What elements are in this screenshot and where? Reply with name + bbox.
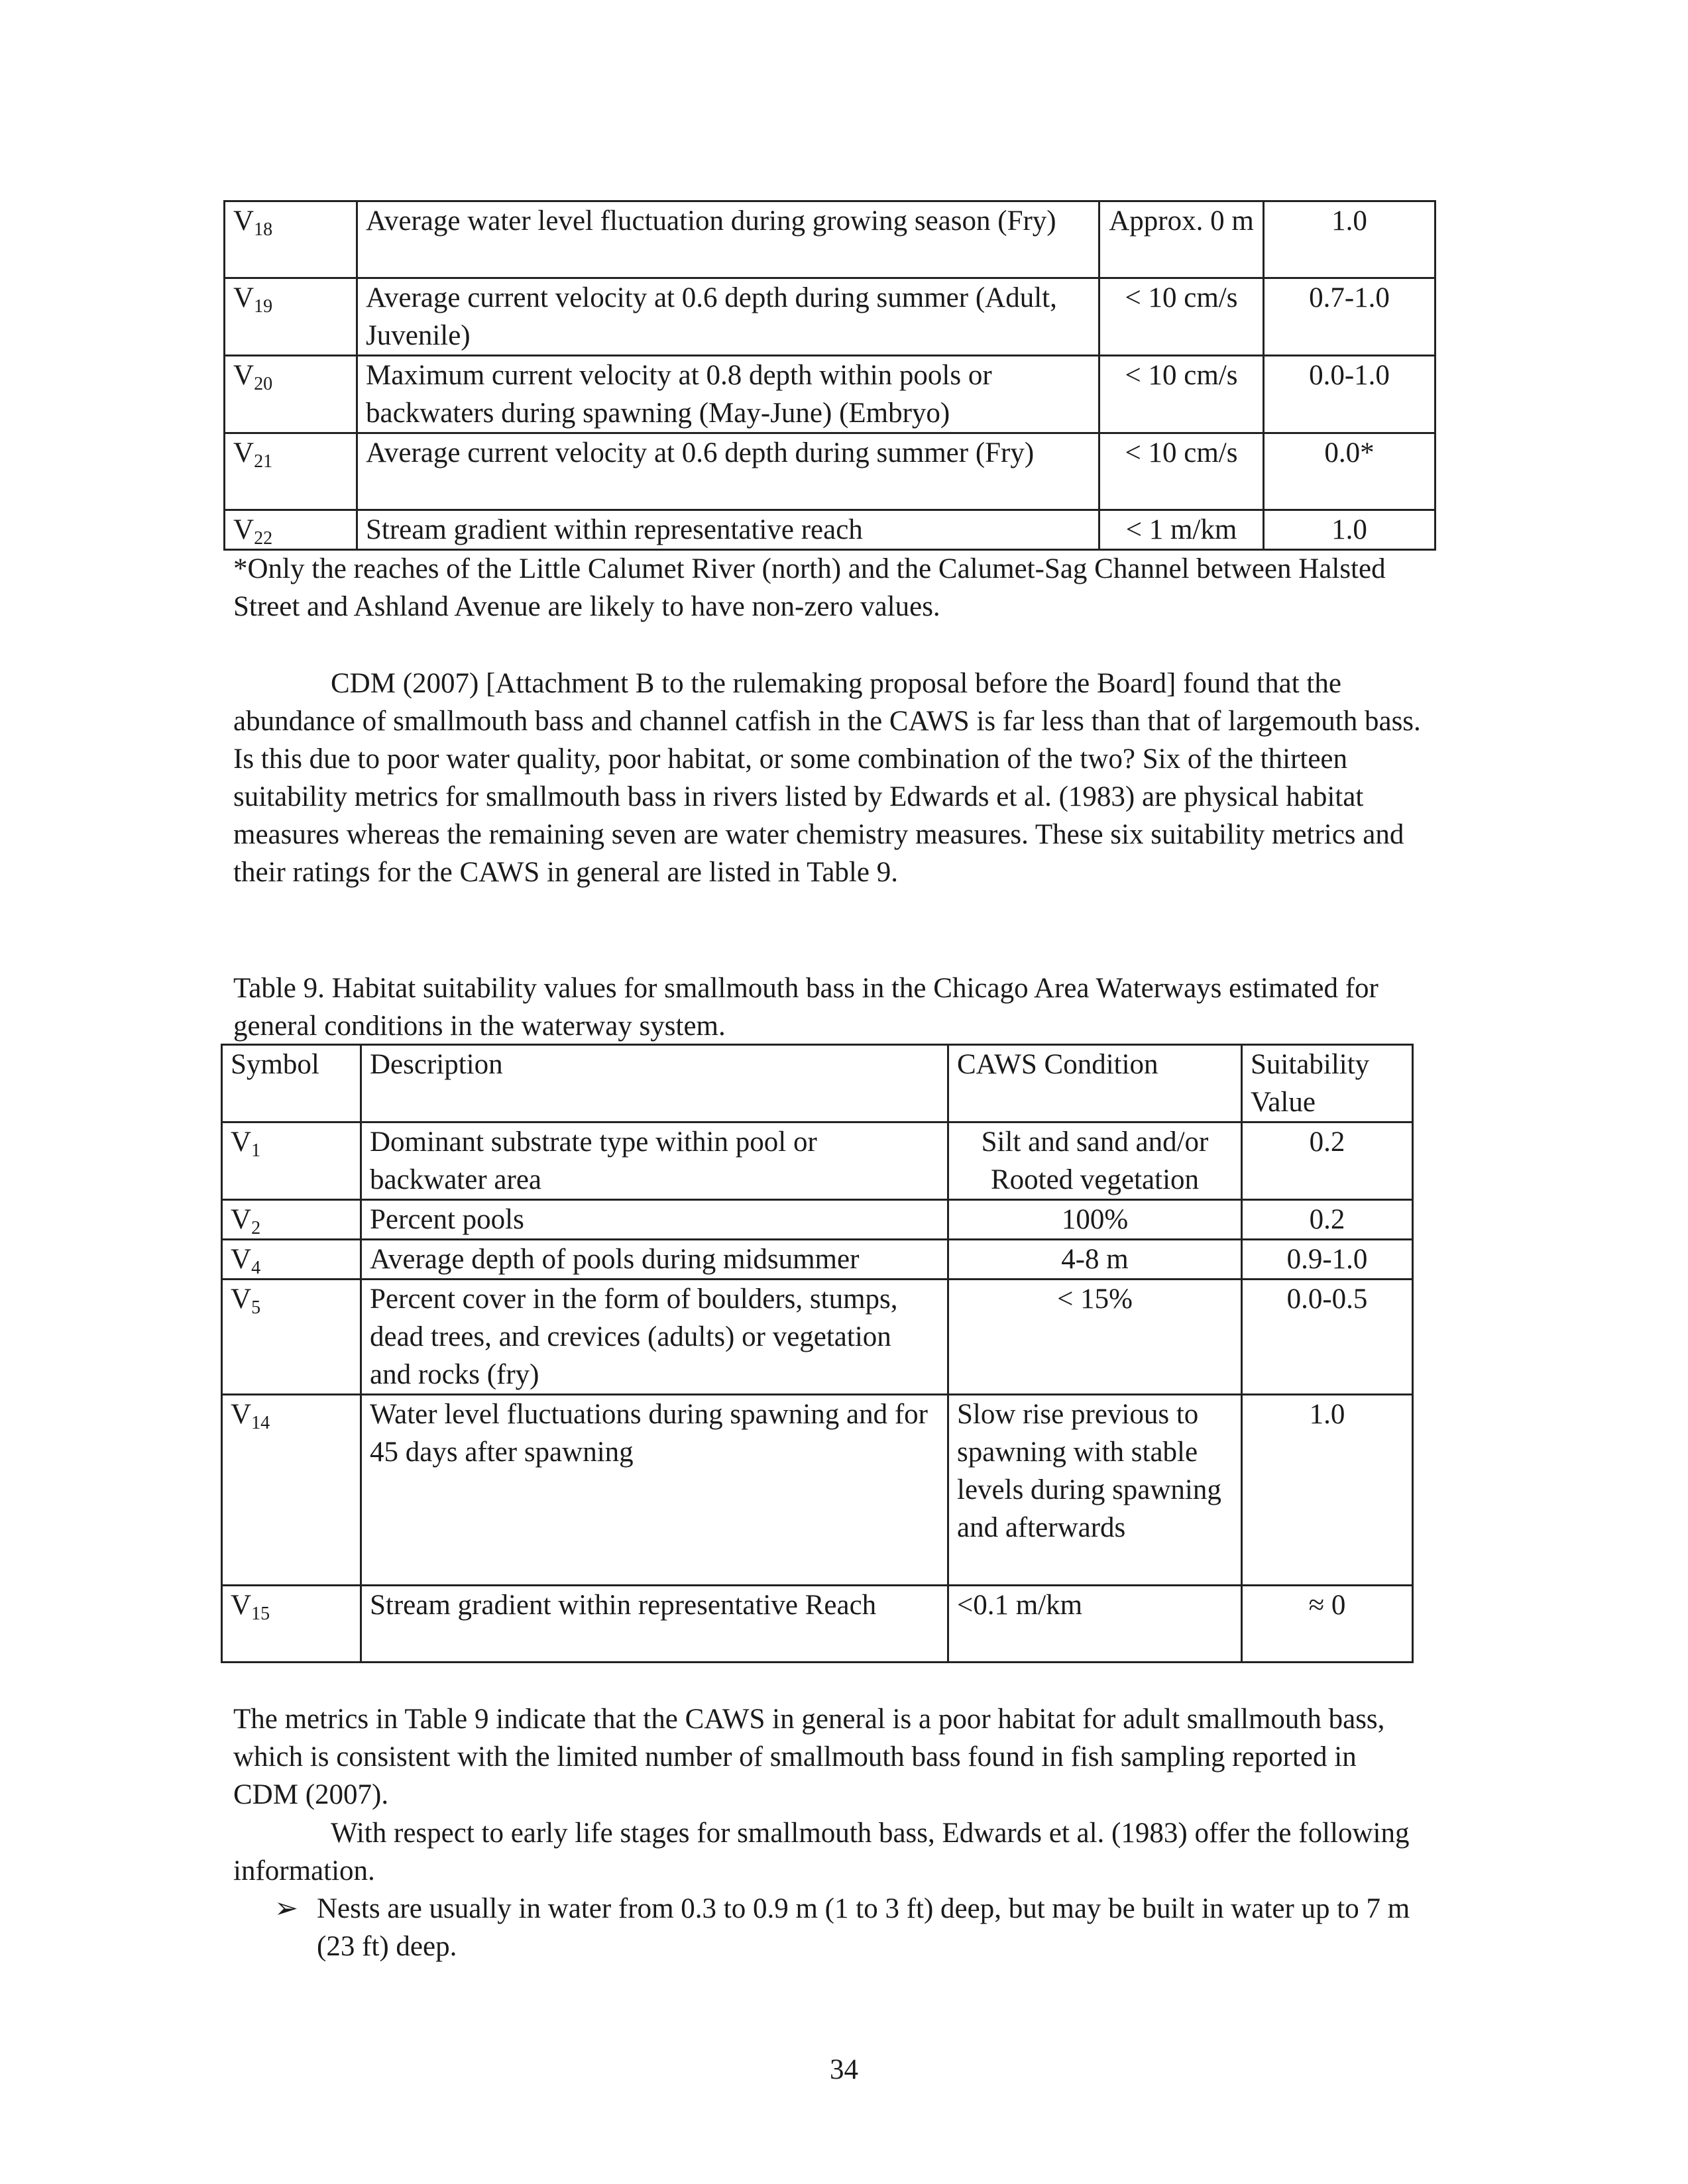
- symbol-cell: $V_1$: [222, 1122, 361, 1200]
- table-row: [225, 278, 1435, 356]
- arrow-bullet-icon: ➢: [274, 1893, 299, 1924]
- description-cell: Percent pools: [361, 1200, 948, 1240]
- symbol-cell: $V_5$: [222, 1280, 361, 1395]
- symbol-cell: $V_{18}$: [225, 201, 357, 278]
- description-cell: Average current velocity at 0.6 depth during summer (Adult, Juvenile): [357, 278, 1099, 356]
- table-caption: Table 9. Habitat suitability values for smallmouth bass in the Chicago Area Waterways estimated for general conditions in the waterway system.: [233, 973, 1379, 1042]
- value-cell: 0.9-1.0: [1242, 1240, 1413, 1280]
- table-row: [222, 1240, 1413, 1280]
- table-row: [222, 1280, 1413, 1395]
- page-number: 34: [830, 2054, 858, 2085]
- table-9: [221, 1044, 1414, 1663]
- condition-cell: < 10 cm/s: [1099, 278, 1264, 356]
- symbol-cell: $V_4$: [222, 1240, 361, 1280]
- condition-cell: < 15%: [948, 1280, 1242, 1395]
- body-paragraph: With respect to early life stages for smallmouth bass, Edwards et al. (1983) offer the following information.: [233, 1818, 1410, 1886]
- table-row: [222, 1586, 1413, 1663]
- value-cell: 0.7-1.0: [1264, 278, 1435, 356]
- condition-cell: < 1 m/km: [1099, 510, 1264, 550]
- symbol-cell: $V_{19}$: [225, 278, 357, 356]
- bullet-text: Nests are usually in water from 0.3 to 0.9 m (1 to 3 ft) deep, but may be built in water up to 7 m (23 ft) deep.: [317, 1893, 1410, 1962]
- header-symbol: Symbol: [222, 1045, 361, 1122]
- symbol-cell: $V_{22}$: [225, 510, 357, 550]
- value-cell: 1.0: [1264, 510, 1435, 550]
- condition-cell: < 10 cm/s: [1099, 356, 1264, 433]
- symbol-cell: $V_2$: [222, 1200, 361, 1240]
- description-cell: Average current velocity at 0.6 depth during summer (Fry): [357, 433, 1099, 510]
- header-value: Suitability Value: [1242, 1045, 1413, 1122]
- value-cell: ≈ 0: [1242, 1586, 1413, 1663]
- description-cell: Stream gradient within representative Reach: [361, 1586, 948, 1663]
- value-cell: 1.0: [1242, 1395, 1413, 1586]
- value-cell: 1.0: [1264, 201, 1435, 278]
- table-row: [222, 1395, 1413, 1586]
- value-cell: 0.2: [1242, 1200, 1413, 1240]
- value-cell: 0.0*: [1264, 433, 1435, 510]
- condition-cell: <0.1 m/km: [948, 1586, 1242, 1663]
- description-cell: Percent cover in the form of boulders, stumps, dead trees, and crevices (adults) or vegetation and rocks (fry): [361, 1280, 948, 1395]
- table-row: [225, 433, 1435, 510]
- table-row: [225, 201, 1435, 278]
- description-cell: Dominant substrate type within pool or backwater area: [361, 1122, 948, 1200]
- symbol-cell: $V_{20}$: [225, 356, 357, 433]
- table-row: [225, 510, 1435, 550]
- condition-cell: Silt and sand and/or Rooted vegetation: [948, 1122, 1242, 1200]
- condition-cell: 100%: [948, 1200, 1242, 1240]
- body-paragraph: CDM (2007) [Attachment B to the rulemaking proposal before the Board] found that the abundance of smallmouth bass and channel catfish in the CAWS is far less than that of largemouth bass. Is this due to poor water quality, poor habitat, or some combination of the two? Six of the thirteen suitability metrics for smallmouth bass in rivers listed by Edwards et al. (1983) are physical habitat measures whereas the remaining seven are water chemistry measures. These six suitability metrics and their ratings for the CAWS in general are listed in Table 9.: [233, 668, 1421, 888]
- description-cell: Stream gradient within representative reach: [357, 510, 1099, 550]
- header-condition: CAWS Condition: [948, 1045, 1242, 1122]
- body-paragraph: The metrics in Table 9 indicate that the CAWS in general is a poor habitat for adult smallmouth bass, which is consistent with the limited number of smallmouth bass found in fish sampling reported in CDM (2007).: [233, 1704, 1385, 1810]
- table-row: [225, 356, 1435, 433]
- habitat-table-continued: [223, 200, 1436, 551]
- condition-cell: Approx. 0 m: [1099, 201, 1264, 278]
- description-cell: Average depth of pools during midsummer: [361, 1240, 948, 1280]
- condition-cell: Slow rise previous to spawning with stable levels during spawning and afterwards: [948, 1395, 1242, 1586]
- value-cell: 0.0-0.5: [1242, 1280, 1413, 1395]
- table-row: [222, 1122, 1413, 1200]
- symbol-cell: $V_{21}$: [225, 433, 357, 510]
- table-row: [222, 1200, 1413, 1240]
- header-description: Description: [361, 1045, 948, 1122]
- description-cell: Average water level fluctuation during growing season (Fry): [357, 201, 1099, 278]
- symbol-cell: $V_{14}$: [222, 1395, 361, 1586]
- value-cell: 0.0-1.0: [1264, 356, 1435, 433]
- symbol-cell: $V_{15}$: [222, 1586, 361, 1663]
- value-cell: 0.2: [1242, 1122, 1413, 1200]
- condition-cell: < 10 cm/s: [1099, 433, 1264, 510]
- table-footnote: *Only the reaches of the Little Calumet River (north) and the Calumet-Sag Channel between Halsted Street and Ashland Avenue are likely to have non-zero values.: [233, 553, 1386, 622]
- description-cell: Maximum current velocity at 0.8 depth within pools or backwaters during spawning (May-June) (Embryo): [357, 356, 1099, 433]
- description-cell: Water level fluctuations during spawning and for 45 days after spawning: [361, 1395, 948, 1586]
- bullet-item: [269, 1890, 1429, 1965]
- table-header-row: [222, 1045, 1413, 1122]
- condition-cell: 4-8 m: [948, 1240, 1242, 1280]
